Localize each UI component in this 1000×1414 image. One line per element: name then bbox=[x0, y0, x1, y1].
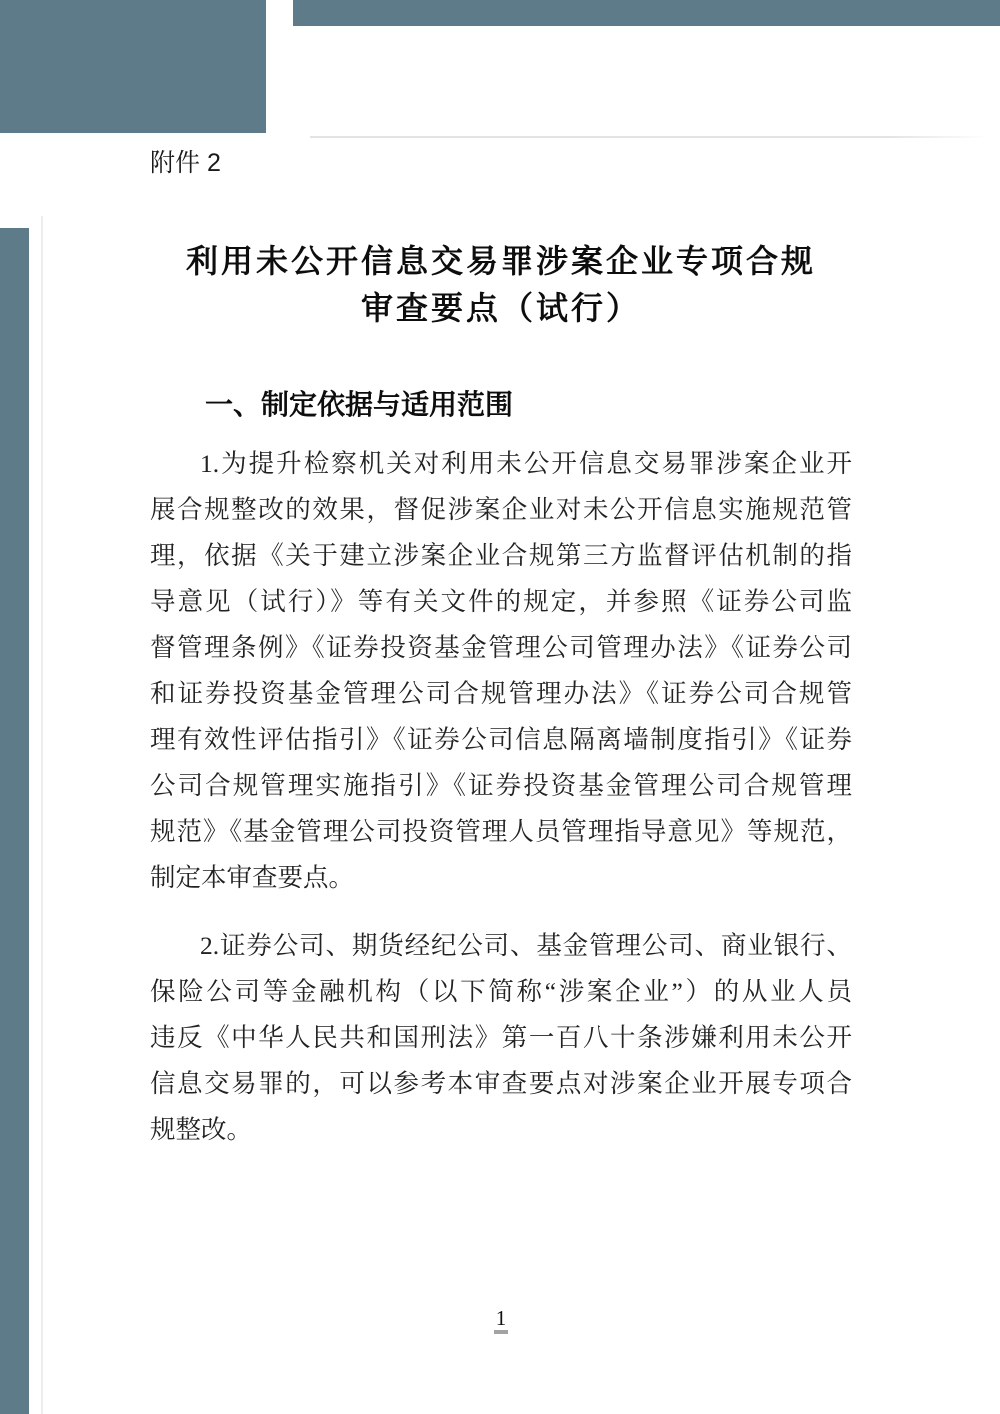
paragraph-line: 违反《中华人民共和国刑法》第一百八十条涉嫌利用未公开 bbox=[150, 1023, 852, 1052]
paragraph-line: 展合规整改的效果，督促涉案企业对未公开信息实施规范管 bbox=[150, 495, 852, 524]
paragraph-line: 制定本审查要点。 bbox=[150, 863, 355, 892]
decor-block-top-left bbox=[0, 0, 266, 133]
paragraph-line: 理，依据《关于建立涉案企业合规第三方监督评估机制的指 bbox=[150, 541, 852, 570]
document-title-line-1: 利用未公开信息交易罪涉案企业专项合规 bbox=[185, 243, 816, 279]
paragraph-line: 规整改。 bbox=[150, 1115, 253, 1144]
page-number: 1 bbox=[494, 1306, 509, 1334]
document-title-line-2: 审查要点（试行） bbox=[360, 290, 641, 326]
paragraph-line: 1.为提升检察机关对利用未公开信息交易罪涉案企业开 bbox=[200, 449, 852, 478]
paragraph-line: 规范》《基金管理公司投资管理人员管理指导意见》等规范， bbox=[150, 817, 852, 846]
paragraph-line: 理有效性评估指引》《证券公司信息隔离墙制度指引》《证券 bbox=[150, 725, 852, 754]
document-body bbox=[150, 441, 852, 1153]
paragraph-line: 督管理条例》《证券投资基金管理公司管理办法》《证券公司 bbox=[150, 633, 852, 662]
page-edge-line bbox=[41, 216, 43, 1414]
header-divider-line bbox=[310, 136, 990, 138]
page-footer bbox=[150, 1306, 852, 1334]
document-title bbox=[150, 238, 852, 332]
paragraph-line: 2.证券公司、期货经纪公司、基金管理公司、商业银行、 bbox=[200, 931, 852, 960]
attachment-label: 附件 2 bbox=[150, 149, 221, 177]
paragraph-line: 保险公司等金融机构（以下简称“涉案企业”）的从业人员 bbox=[150, 977, 852, 1006]
decor-bar-left bbox=[0, 228, 29, 1414]
paragraph-1 bbox=[150, 441, 852, 901]
decor-bar-top-right bbox=[293, 0, 1000, 26]
section-heading: 一、制定依据与适用范围 bbox=[205, 389, 514, 420]
paragraph-2 bbox=[150, 923, 852, 1153]
paragraph-line: 和证券投资基金管理公司合规管理办法》《证券公司合规管 bbox=[150, 679, 852, 708]
paragraph-line: 导意见（试行）》等有关文件的规定，并参照《证券公司监 bbox=[150, 587, 852, 616]
paragraph-line: 信息交易罪的，可以参考本审查要点对涉案企业开展专项合 bbox=[150, 1069, 852, 1098]
paragraph-line: 公司合规管理实施指引》《证券投资基金管理公司合规管理 bbox=[150, 771, 852, 800]
